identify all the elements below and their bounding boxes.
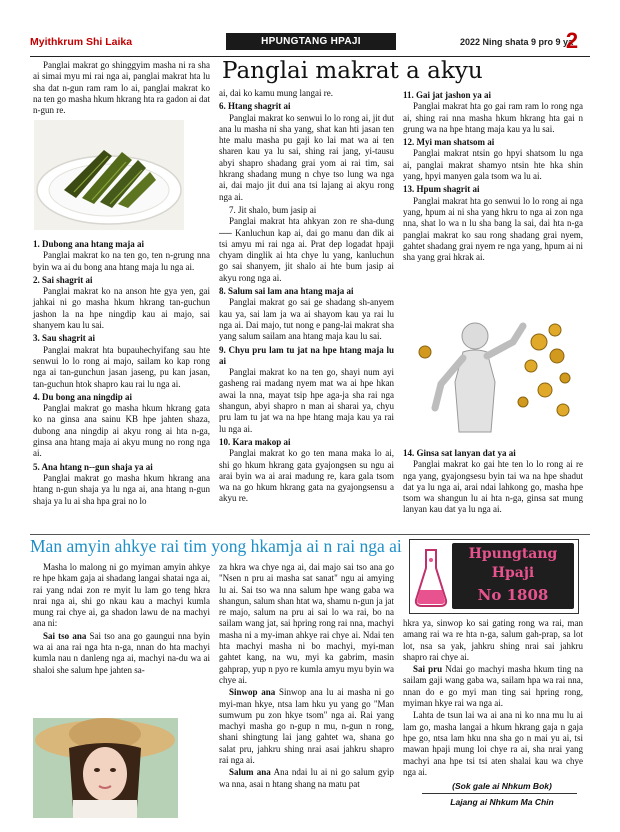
- item-heading: 2. Sai shagrit ai: [33, 274, 93, 285]
- page-number: 2: [565, 28, 579, 53]
- continued-text: ai, dai ko kamu mung langai re.: [219, 88, 333, 98]
- item-text: Panglai makrat hta ahkyan zon re sha-dung ── Kanluchun kap ai, dai go manu dan dik ai tsi amyu mi rai nga ai. Prat dep logadat hpaji chyam dinglik ai hta chye lu yang, kanluchun go sai shanyem, jit shalo ai hte bum jasip ai akyu rong nga ai.: [219, 216, 394, 283]
- badge-panel: [452, 543, 574, 609]
- masthead: [30, 30, 590, 57]
- item-heading: 8. Salum sai lam ana htang maja ai: [219, 286, 354, 297]
- human-body-illustration: [405, 312, 583, 440]
- article2-headline: Man amyin ahkye rai tim yong hkamja ai n rai nga ai: [30, 536, 402, 556]
- article1-column-2: [219, 88, 394, 506]
- article1-column-1: [33, 60, 210, 117]
- term: Salum ana: [229, 767, 271, 778]
- item-text: Panglai makrat hta go senwui lo lo rong ai nga yang, hpum ai ni sha yang hkru to nga ai zon nga nna, shat lo wa n lu sha bang la sai, dai hta n-ga panglai makrat ko sau rong shadang grai nyem, gahtet shadang grai nyem re nga yang, hpum ai ni sha yang grai hkrak ai.: [403, 195, 583, 263]
- badge-issue-number: No 1808: [477, 586, 549, 604]
- section-divider: [30, 534, 590, 535]
- paragraph: Sai pru Ndai go machyi masha hkum ting na sailam gaji wang gaba wa, sailam hpa wa rai nna, nnan do e go myi man ting sai hpring rong, myiman hkye rai wa nga ai.: [403, 664, 583, 709]
- term: Sinwop ana: [229, 687, 276, 698]
- item-text: Panglai makrat ko na anson hte gya yen, gai jahkai ni go masha hkum hkrang tan-guchun jashon la na hpe ningdip kau ai majo, sai shanyem kau lu sai.: [33, 286, 210, 331]
- item-heading: 6. Htang shagrit ai: [219, 101, 291, 112]
- item-heading: 10. Kara makop ai: [219, 436, 291, 447]
- section-banner: HPUNGTANG HPAJI: [226, 33, 396, 50]
- badge-line-1: Hpungtang: [468, 546, 558, 562]
- column-badge: [409, 539, 579, 614]
- paragraph: Sinwop ana Sinwop ana lu ai masha ni go myi-man hkye, ntsa lam hku yu yang go "Man sumwum pu zon hkye tsom" nga ai. Rai yang machyi masha go n-gup n mu, n-gun n rong, shani shingtung lai jang gahtet wa, shana go salat pru, jahkru shing nrai asai jahkru shapro rai nga ai.: [219, 687, 395, 766]
- credit-rule: [422, 793, 577, 794]
- article-title: Panglai makrat a akyu: [222, 58, 483, 84]
- item-subheading: 7. Jit shalo, bum jasip ai: [229, 204, 317, 215]
- item-heading: 12. Myi man shatsom ai: [403, 137, 495, 148]
- paragraph: Masha lo malong ni go myiman amyin ahkye re hpe hkam gaja ai shadang langai shatai nga ai, rai yang ndai zon re myit lu lam go teng hkra nrai nga ai, shi go nkau kau a machyi kumla mung rai chye ai, ga shadon lawu de na machyi ana ni:: [33, 562, 210, 629]
- item-heading: 5. Ana htang n--gun shaja ya ai: [33, 461, 153, 472]
- item-heading: 9. Chyu pru lam tu jat na hpe htang maja lu ai: [219, 344, 394, 366]
- paragraph: Sai tso ana Sai tso ana go gaungui nna byin wa ai ana rai nga hta n-ga, nnan do hta machyi kumla nau n danleng nga ai, machyi na-du wa ai shaloi she salum hpe jahten sa-: [33, 630, 211, 675]
- item-heading: 4. Du bong ana ningdip ai: [33, 391, 133, 402]
- term: Sai tso ana: [43, 630, 87, 641]
- article2-column-3: [403, 618, 583, 779]
- article1-column-3: [403, 88, 583, 264]
- item-heading: 14. Ginsa sat lanyan dat ya ai: [403, 448, 516, 458]
- article1-intro: Panglai makrat go shinggyim masha ni ra sha ai simai myu mi rai nga ai, panglai makrat hta lu sha dat n-gun ram ram lo ai, panglai makrat ko na ten go masha hkum hkrang hta ra gadon ai dat n-gun re.: [33, 60, 210, 116]
- lab-flask-icon: [414, 546, 448, 608]
- item-text: Panglai makrat ko na ten go, shayi num ayi gasheng rai madang nyem mat wa ai hpe hkan awai la nna, mayat tsip hpe aga-ja sha rai nga shangun, abyi shapro n man ai sharai ya, chyu pru lam tu jat wa na hpe htang maja kau ya rai lu nga ai.: [219, 367, 394, 434]
- item-text: Panglai makrat ko gai hte ten lo lo rong ai re nga yang, gyajongsesu byin tai wa na hpe shadut dat ya lu nga ai, arai ndai lahkong go, masha hpe tsom wa shangun lu ai hta n-ga, ginsa sat mung lanyan kau dat ya lu nga ai.: [403, 459, 583, 515]
- author-credit: Lajang ai Nhkum Ma Chin: [450, 797, 554, 807]
- woman-straw-hat-photo: [33, 718, 178, 818]
- item-text: Panglai makrat ko senwui lo lo rong ai, jit dut ana lu masha ni sha yang, shat kan hti jasan ten hte malu masha pu gaji ko lai mat wa ai ten sharen kau ya lu sai, shing rai jang, yi-tausu abyi shapro shadang grai yom ai rai tim, sai hkrang shadang mung n chye tso lung wa nga ai, dai majo jit dui ana tsi lajang ai akyu rong nga ai.: [219, 112, 394, 202]
- item-text: Panglai makrat ko go ten mana maka lo ai, shi go hkum hkrang gata gyajongsen su ngu ai arai byin wa ai arai madung re, kara gala tsom wa na go hkum hkrang gata na gyajongsensu a akyu re.: [219, 448, 394, 504]
- article1-column-1-items: [33, 237, 210, 508]
- item-text: Panglai makrat hta go gai ram ram lo rong nga ai, shing rai nna masha hkum hkrang hta gai n grung wa na hpe htang maja kau ya lu sai.: [403, 101, 583, 134]
- paragraph: Lahta de tsun lai wa ai ana ni ko nna mu lu ai lam go, masha langai a hkum hkrang gaja n gaja hpe go, ntsa lam hku nna sha go n mai yu ai, tsi mawan hpaji mung loi chye ra ai, sha nrai yang machyi ana hpe tsi tsi aten shalai kau wa chye nga ai.: [403, 710, 583, 777]
- item-text: Panglai makrat hta bupauhechyifang sau hte senwui lo lo rong ai majo, sailam ko kap rong nga ai tan-gunchun jasan jaseng, pu kan jasan, tan-guchun htok shapro kau rai lu nga ai.: [33, 344, 210, 389]
- article2-column-1: [33, 562, 210, 677]
- item-text: Panglai makrat ntsin go hpyi shatsom lu nga ai, panglai makrat shamyo ntsin hte hka shin yang, hpyi manyen gala tsom wa lu ai.: [403, 148, 583, 182]
- term: Sai pru: [413, 664, 443, 675]
- newspaper-name: Myithkrum Shi Laika: [30, 36, 133, 48]
- item-text: Panglai makrat go masha hkum hkrang gata ko na ginsa ana sainu KB hpe jahten shaza, dubong ana ningdip ai akyu rong ai hta n-ga, ginsa ana htang maja ai akyu mung no rong nga ai.: [33, 403, 210, 459]
- item-text: Panglai makrat go masha hkum hkrang ana htang n-gun shaja ya lu nga ai, ana htang n-gun shaja ya lu ai sha hpa grai no lo: [33, 472, 210, 506]
- source-credit: (Sok gale ai Nhkum Bok): [452, 781, 552, 791]
- seaweed-photo: [34, 120, 184, 230]
- article1-column-3-bottom: [403, 446, 583, 517]
- item-heading: 3. Sau shagrit ai: [33, 333, 96, 344]
- badge-line-2: Hpaji: [491, 565, 535, 581]
- item-text: Panglai makrat ko na ten go, ten n-grung nna byin wa ai du bong ana htang maja lu nga ai.: [33, 250, 210, 272]
- item-heading: 13. Hpum shagrit ai: [403, 184, 480, 195]
- item-heading: 11. Gai jat jashon ya ai: [403, 90, 492, 100]
- item-heading: 1. Dubong ana htang maja ai: [33, 239, 145, 249]
- paragraph: hkra ya, sinwop ko sai gating rong wa rai, man amang rai wa re hta n-ga, salum gah-prap, sa lot lot, nsa sa yak, jahkru shing nrai sai jahkru shapro rai chye ai.: [403, 618, 583, 662]
- item-text: Panglai makrat go sai ge shadang sh-anyem kau ya, sai lam ja wa ai shayom kau ya rai lu nga ai. Dai majo, tut nong e pang-lai makrat sha yang salum sailam ana htang maja kau lu sai.: [219, 297, 394, 342]
- paragraph: Salum ana Ana ndai lu ai ni go salum gyip wa nna, asai n htang shang na matu pat: [219, 767, 394, 789]
- paragraph: za hkra wa chye nga ai, dai majo sai tso ana go "Nsen n pru ai masha sat sanat" ngu ai amying lu ai. Sai tso wa nna salum hpe wang gaba wa shangun, salum shan htat wa, shamu n-gun ja jat re majo, salum na pru ai sai lo wa rai, bo na sailam wang jat, sai hpring rong rai nna, machyi masha ni a my-iman ahkye rai chye ai. Ndai ten hta machyi masha ni bo machyi, myi-man gahtet kang, na wu, myi ka gabrim, masin gahprap, yup n pyo re kumla amyu myu byin wa chye ai.: [219, 562, 394, 685]
- issue-date: 2022 Ning shata 9 pro 9 ya: [460, 37, 574, 47]
- article2-column-2: [219, 562, 394, 791]
